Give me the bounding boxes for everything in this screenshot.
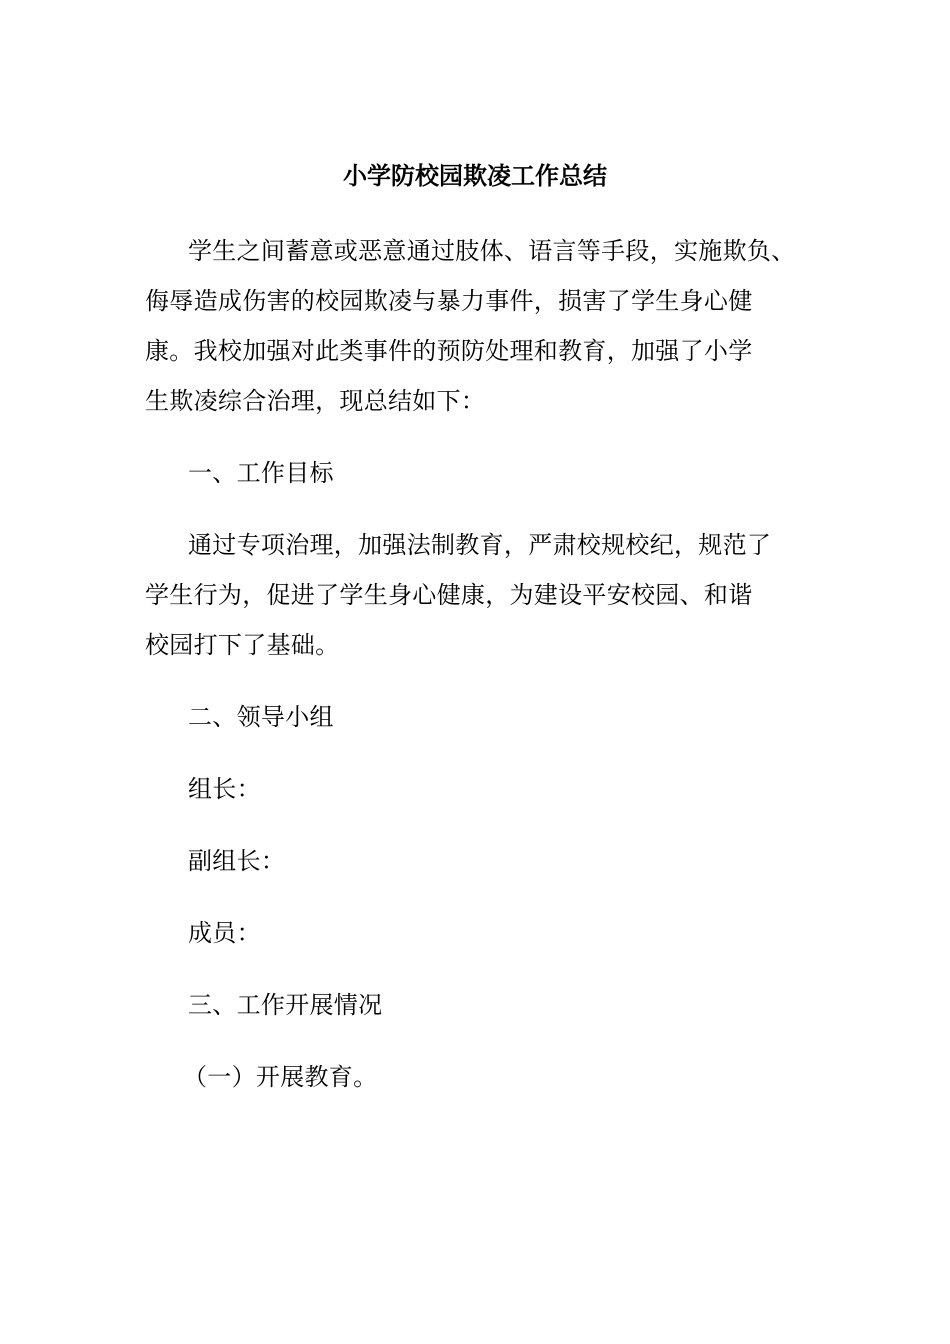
section1-line-3: 校园打下了基础。 <box>145 631 340 659</box>
intro-line-2: 侮辱造成伤害的校园欺凌与暴力事件，损害了学生身心健 <box>145 287 753 315</box>
members-label: 成员： <box>188 919 261 947</box>
section1-line-2: 学生行为，促进了学生身心健康，为建设平安校园、和谐 <box>145 581 753 609</box>
document-title: 小学防校园欺凌工作总结 <box>343 162 607 190</box>
section2-heading: 二、领导小组 <box>188 703 334 731</box>
leader-label: 组长： <box>188 775 261 803</box>
deputy-leader-label: 副组长： <box>188 847 286 875</box>
section1-heading: 一、工作目标 <box>188 459 334 487</box>
intro-line-3: 康。我校加强对此类事件的预防处理和教育，加强了小学 <box>145 337 753 365</box>
intro-line-4: 生欺凌综合治理，现总结如下： <box>145 387 486 415</box>
subsection1-heading: （一）开展教育。 <box>183 1063 378 1091</box>
intro-line-1: 学生之间蓄意或恶意通过肢体、语言等手段，实施欺负、 <box>188 237 796 265</box>
section1-line-1: 通过专项治理，加强法制教育，严肃校规校纪，规范了 <box>188 531 772 559</box>
section3-heading: 三、工作开展情况 <box>188 991 383 1019</box>
